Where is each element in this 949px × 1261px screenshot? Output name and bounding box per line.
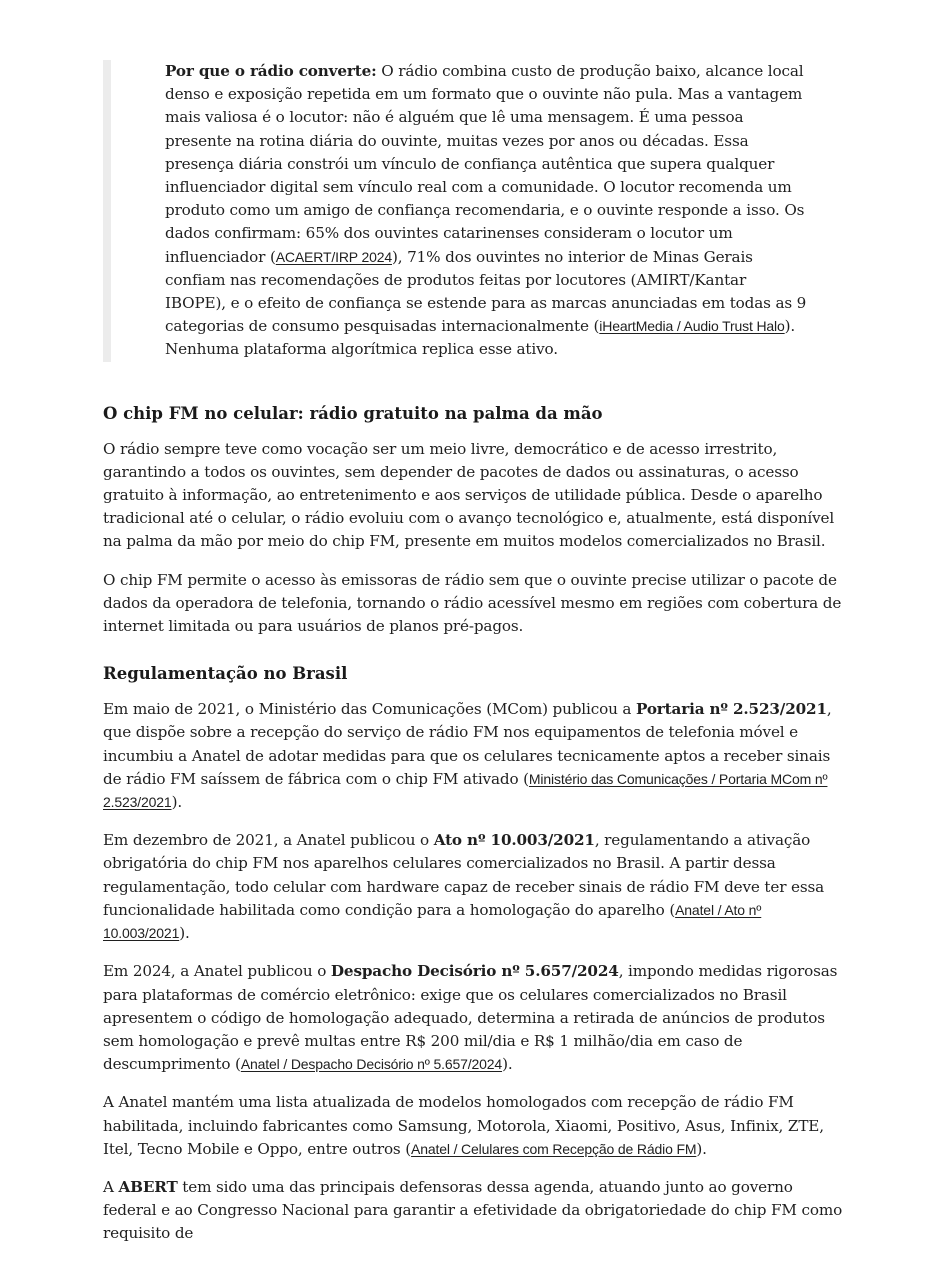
text: Em dezembro de 2021, a Anatel publicou o — [103, 831, 434, 850]
text: ). — [502, 1055, 513, 1074]
quote-paragraph — [165, 60, 809, 362]
abert-label: ABERT — [118, 1177, 178, 1196]
text: ). — [696, 1139, 707, 1158]
regulation-paragraph-2 — [103, 829, 849, 945]
quote-text-2: ), 71% dos ouvintes no interior de Minas Gerais confiam nas recomendações de produtos feitas por locutores (AMIRT/Kantar IBOPE), e o efeito de confiança se estende para as marcas anunciadas em todas as 9 categorias de consumo pesquisadas internacionalmente ( — [165, 247, 807, 336]
link-anatel-celulares[interactable]: Anatel / Celulares com Recepção de Rádio FM — [411, 1140, 697, 1157]
link-iheartmedia[interactable]: iHeartMedia / Audio Trust Halo — [599, 318, 785, 335]
quote-text-1: O rádio combina custo de produção baixo, alcance local denso e exposição repetida em um formato que o ouvinte não pula. Mas a vantagem mais valiosa é o locutor: não é alguém que lê uma mensagem. É uma pessoa presente na rotina diária do ouvinte, muitas vezes por anos ou décadas. Essa presença diária constrói um vínculo de confiança autêntica que supera qualquer influenciador digital sem vínculo real com a comunidade. O locutor recomenda um produto como um amigo de confiança recomendaria, e o ouvinte responde a isso. Os dados confirmam: 65% dos ouvintes catarinenses consideram o locutor um influenciador ( — [165, 62, 805, 266]
text: A Anatel mantém uma lista atualizada de modelos homologados com recepção de rádio FM habilitada, incluindo fabricantes como Samsung, Motorola, Xiaomi, Positivo, Asus, Infinix, ZTE, Itel, Tecno Mobile e Oppo, entre outros ( — [103, 1093, 824, 1158]
text: ). — [179, 924, 190, 943]
quote-text-3: ). Nenhuma plataforma algorítmica replica esse ativo. — [165, 317, 796, 359]
link-anatel-despacho[interactable]: Anatel / Despacho Decisório nº 5.657/2024 — [240, 1056, 503, 1073]
link-anatel-ato[interactable]: Anatel / Ato nº 10.003/2021 — [103, 901, 762, 942]
portaria-label: Portaria nº 2.523/2021 — [635, 700, 827, 719]
text: ). — [171, 793, 183, 812]
callout-quote — [103, 60, 809, 362]
quote-lead: Por que o rádio converte: — [165, 62, 377, 80]
section-heading-regulamentacao: Regulamentação no Brasil — [103, 664, 348, 684]
chip-fm-paragraph-2: O chip FM permite o acesso às emissoras de rádio sem que o ouvinte precise utilizar o pacote de dados da operadora de telefonia, tornando o rádio acessível mesmo em regiões com cobertura de internet limitada ou para usuários de planos pré-pagos. — [103, 570, 842, 636]
link-acaert-irp[interactable]: ACAERT/IRP 2024 — [275, 248, 393, 265]
article-body — [103, 44, 849, 1261]
text: , que dispõe sobre a recepção do serviço de rádio FM nos equipamentos de telefonia móvel e incumbiu a Anatel de adotar medidas para que os celulares tecnicamente aptos a receber sinais de rádio FM saíssem de fábrica com o chip FM ativado ( — [103, 700, 832, 788]
despacho-label: Despacho Decisório nº 5.657/2024 — [330, 962, 619, 981]
regulation-paragraph-3 — [103, 960, 849, 1076]
ato-label: Ato nº 10.003/2021 — [433, 831, 595, 850]
text: A — [103, 1177, 119, 1196]
section-heading-chip-fm: O chip FM no celular: rádio gratuito na palma da mão — [103, 403, 603, 423]
text: , regulamentando a ativação obrigatória do chip FM nos aparelhos celulares comercializados no Brasil. A partir dessa regulamentação, todo celular com hardware capaz de receber sinais de rádio FM deve ter essa funcionalidade habilitada como condição para a homologação do aparelho ( — [103, 831, 825, 919]
regulation-paragraph-1 — [103, 698, 849, 814]
text: tem sido uma das principais defensoras dessa agenda, atuando junto ao governo federal e ao Congresso Nacional para garantir a efetividade da obrigatoriedade do chip FM como requisito de — [103, 1177, 843, 1243]
text: Em 2024, a Anatel publicou o — [103, 962, 331, 981]
chip-fm-paragraph-1: O rádio sempre teve como vocação ser um meio livre, democrático e de acesso irrestrito, garantindo a todos os ouvintes, sem depender de pacotes de dados ou assinaturas, o acesso gratuito à informação, ao entretenimento e aos serviços de utilidade pública. Desde o aparelho tradicional até o celular, o rádio evoluiu com o avanço tecnológico e, atualmente, está disponível na palma da mão por meio do chip FM, presente em muitos modelos comercializados no Brasil. — [103, 439, 835, 551]
link-portaria-mcom[interactable]: Ministério das Comunicações / Portaria MCom nº 2.523/2021 — [103, 770, 828, 811]
text: , impondo medidas rigorosas para plataformas de comércio eletrônico: exige que os celulares comercializados no Brasil apresentem o código de homologação adequado, determina a retirada de anúncios de produtos sem homologação e prevê multas entre R$ 200 mil/dia e R$ 1 milhão/dia em caso de descumprimento ( — [103, 962, 838, 1074]
text: Em maio de 2021, o Ministério das Comunicações (MCom) publicou a — [103, 700, 636, 719]
regulation-paragraph-5 — [103, 1176, 849, 1246]
regulation-paragraph-4 — [103, 1091, 849, 1161]
